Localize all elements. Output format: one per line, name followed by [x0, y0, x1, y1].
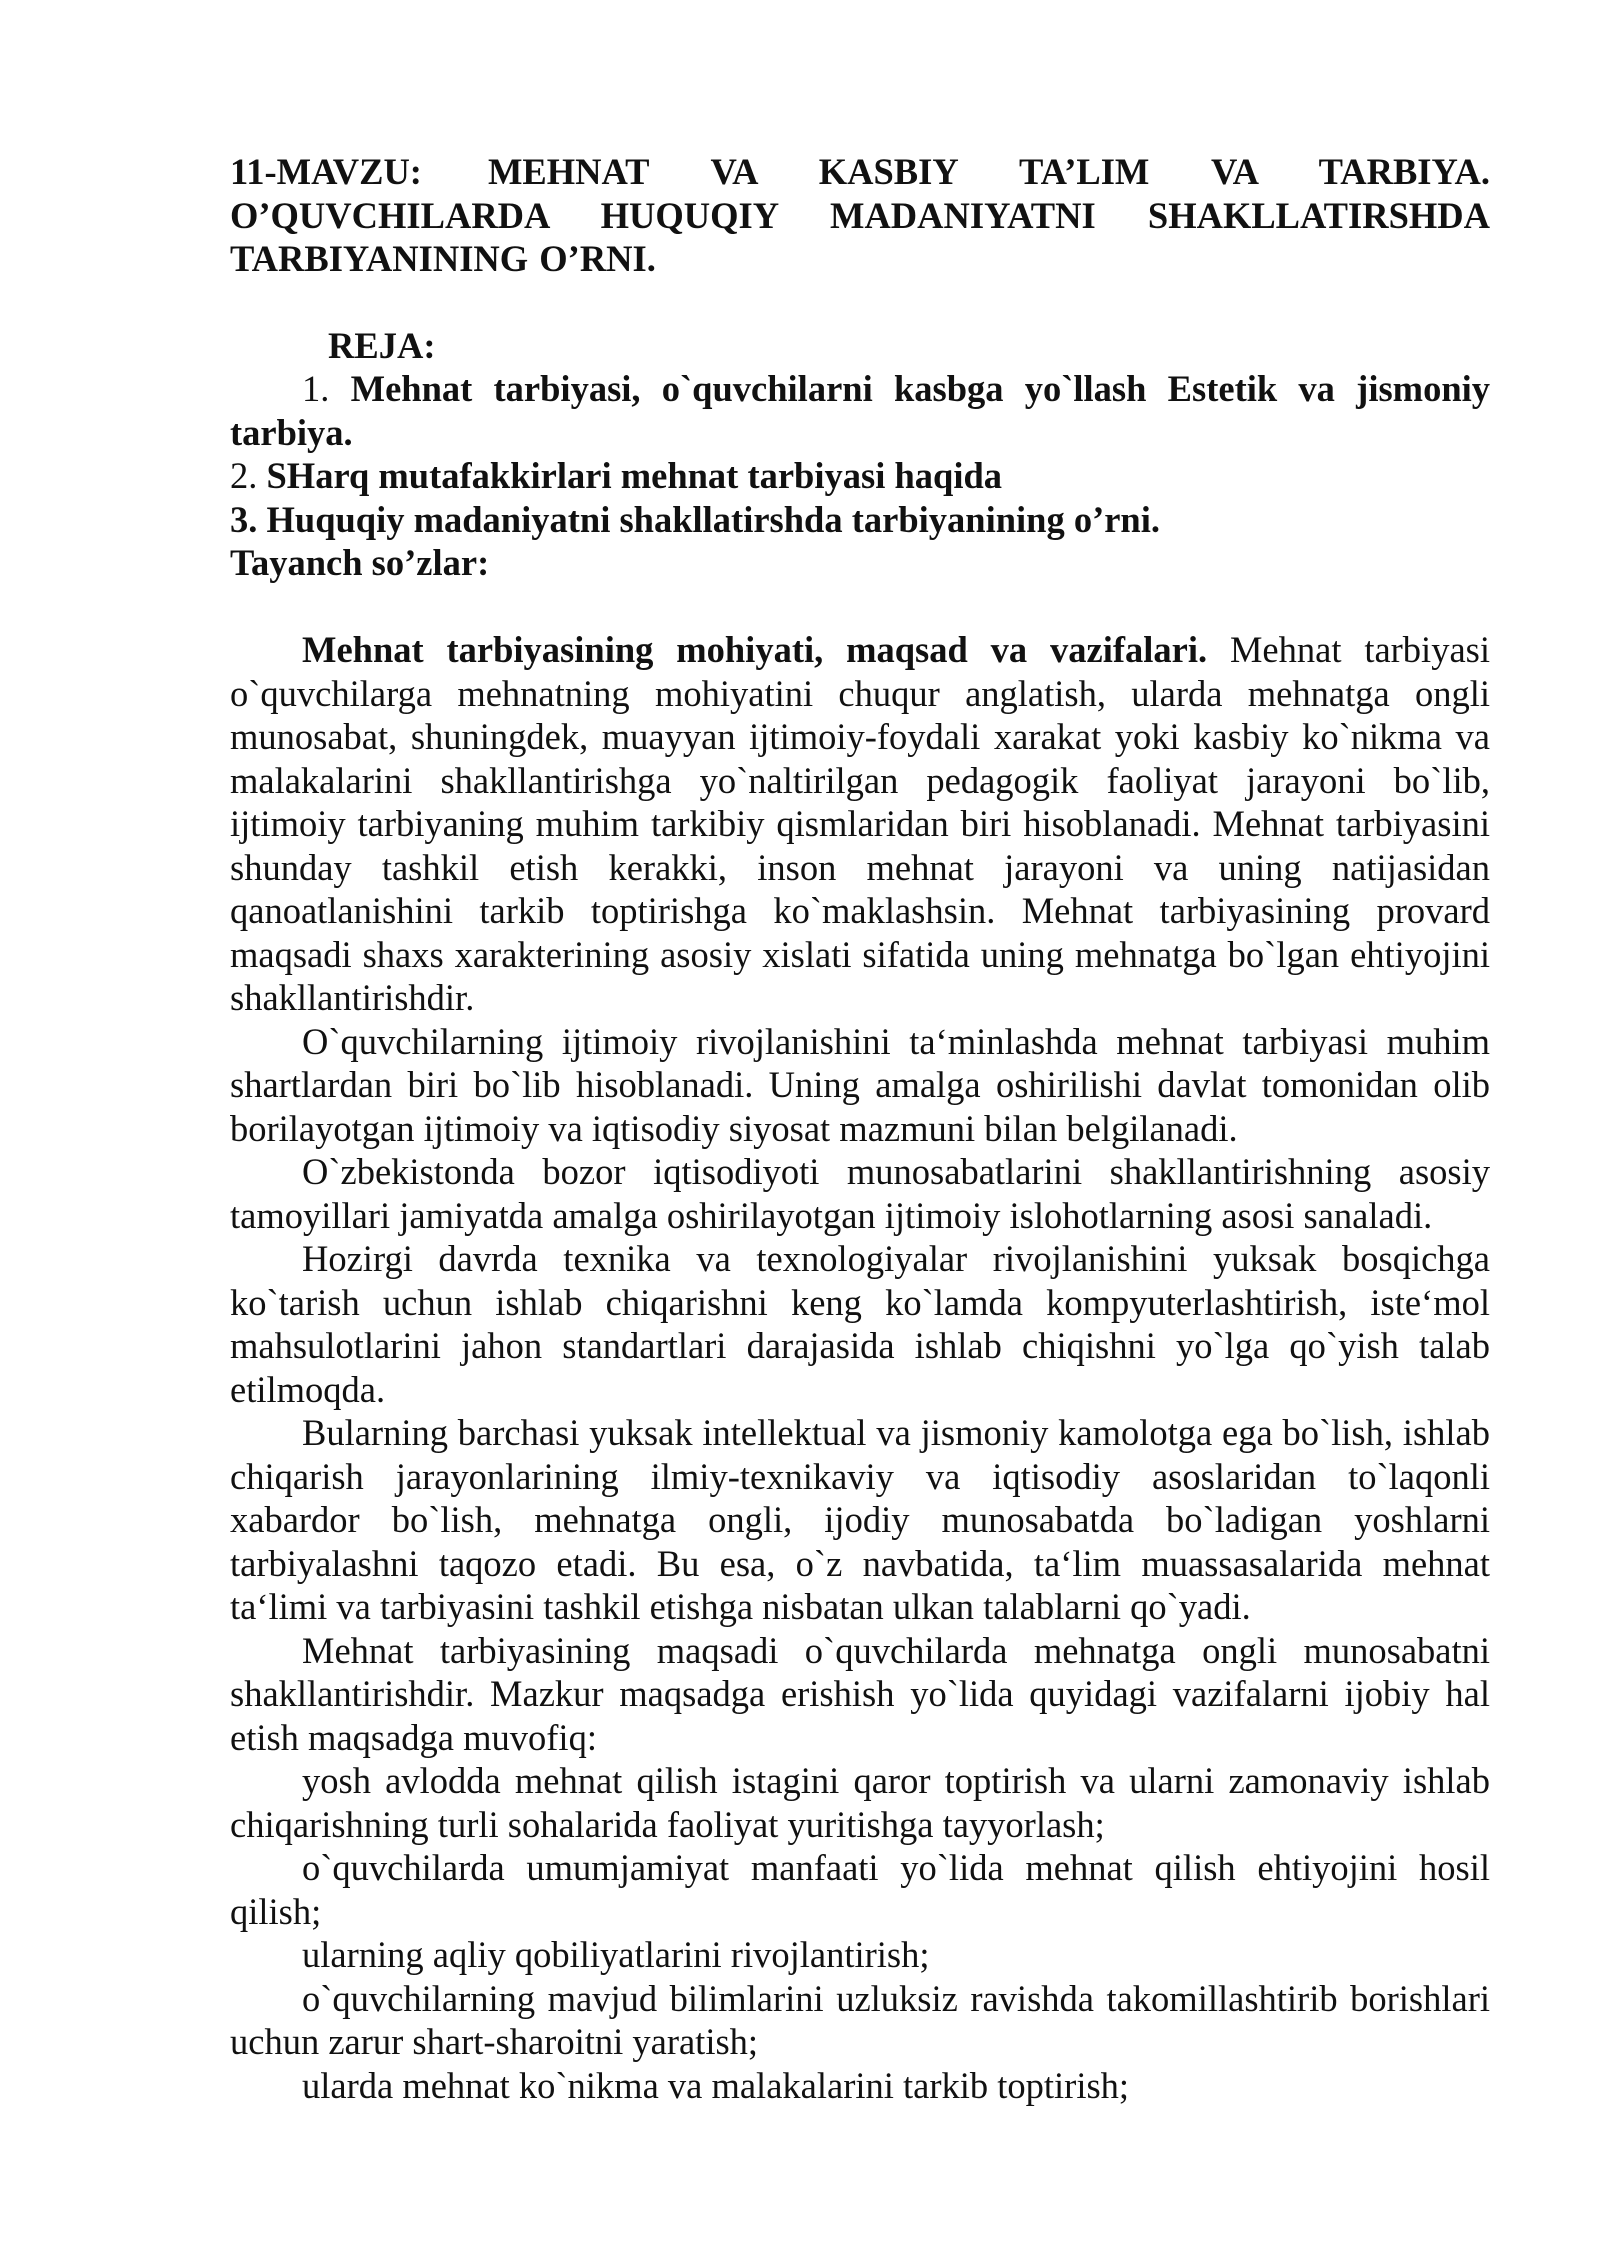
- task-item-2: o`quvchilarda umumjamiyat manfaati yo`lida mehnat qilish ehtiyojini hosil qilish;: [230, 1847, 1490, 1932]
- plan-item-2-text: SHarq mutafakkirlari mehnat tarbiyasi haqida: [266, 455, 1003, 496]
- paragraph-1: [230, 628, 1490, 1020]
- paragraph-6: Mehnat tarbiyasining maqsadi o`quvchilarda mehnatga ongli munosabatni shakllantirishdir. Mazkur maqsadga erishish yo`lida quyidagi vazifalarni ijobiy hal etish maqsadga muvofiq:: [230, 1629, 1490, 1758]
- blank-line: [230, 585, 1490, 629]
- plan-item-1-number: 1.: [302, 368, 330, 409]
- title-prefix: 11-MAVZU:: [230, 151, 422, 192]
- document-body: [230, 150, 1490, 2107]
- plan-item-3-number: 3.: [230, 498, 258, 540]
- plan-item-1-text: Mehnat tarbiyasi, o`quvchilarni kasbga yo`llash Estetik va jismoniy tarbiya.: [230, 368, 1491, 453]
- paragraph-1-text: Mehnat tarbiyasi o`quvchilarga mehnatning mohiyatini chuqur anglatish, ularda mehnatga ongli munosabat, shuningdek, muayyan ijtimoiy-foydali xarakat yoki kasbiy ko`nikma va malakalarini shakllantirishga yo`naltirilgan pedagogik faoliyat jarayoni bo`lib, ijtimoiy tarbiyaning muhim tarkibiy qismlaridan biri hisoblanadi. Mehnat tarbiyasini shunday tashkil etish kerakki, inson mehnat jarayoni va uning natijasidan qanoatlanishini tarkib toptirishga ko`maklashsin. Mehnat tarbiyasining provard maqsadi shaxs xarakterining asosiy xislati sifatida uning mehnatga bo`lgan ehtiyojini shakllantirishdir.: [230, 629, 1490, 1018]
- paragraph-4: Hozirgi davrda texnika va texnologiyalar rivojlanishini yuksak bosqichga ko`tarish uchun ishlab chiqarishni keng ko`lamda kompyuterlashtirish, iste‘mol mahsulotlarini jahon standartlari darajasida ishlab chiqishni yo`lga qo`yish talab etilmoqda.: [230, 1238, 1490, 1410]
- keywords-label: Tayanch so’zlar:: [230, 542, 490, 583]
- plan-item-2: [230, 454, 1490, 498]
- task-item-5: ularda mehnat ko`nikma va malakalarini tarkib toptirish;: [302, 2064, 1130, 2106]
- section-heading: Mehnat tarbiyasining mohiyati, maqsad va vazifalari.: [302, 629, 1208, 670]
- plan-item-2-number: 2.: [230, 455, 258, 496]
- title-text: MEHNAT VA KASBIY TA’LIM VA TARBIYA. O’QUVCHILARDA HUQUQIY MADANIYATNI SHAKLLATIRSHDA TARBIYANINING O’RNI.: [230, 151, 1490, 279]
- task-item-3: ularning aqliy qobiliyatlarini rivojlantirish;: [302, 1934, 930, 1975]
- task-item-1: yosh avlodda mehnat qilish istagini qaror toptirish va ularni zamonaviy ishlab chiqarishning turli sohalarida faoliyat yuritishga tayyorlash;: [230, 1760, 1490, 1845]
- task-item-4: o`quvchilarning mavjud bilimlarini uzluksiz ravishda takomillashtirib borishlari uchun zarur shart-sharoitni yaratish;: [230, 1977, 1490, 2062]
- plan-item-3: [230, 498, 1490, 542]
- document-title: [230, 150, 1490, 281]
- plan-item-3-text: Huquqiy madaniyatni shakllatirshda tarbiyanining o’rni.: [266, 498, 1161, 540]
- plan-heading: REJA:: [328, 324, 436, 366]
- paragraph-3: O`zbekistonda bozor iqtisodiyoti munosabatlarini shakllantirishning asosiy tamoyillari jamiyatda amalga oshirilayotgan ijtimoiy islohotlarning asosi sanaladi.: [230, 1151, 1490, 1236]
- paragraph-2: O`quvchilarning ijtimoiy rivojlanishini ta‘minlashda mehnat tarbiyasi muhim shartlardan biri bo`lib hisoblanadi. Uning amalga oshirilishi davlat tomonidan olib borilayotgan ijtimoiy va iqtisodiy siyosat mazmuni bilan belgilanadi.: [230, 1020, 1490, 1149]
- paragraph-5: Bularning barchasi yuksak intellektual va jismoniy kamolotga ega bo`lish, ishlab chiqarish jarayonlarining ilmiy-texnikaviy va iqtisodiy asoslaridan to`laqonli xabardor bo`lish, mehnatga ongli, ijodiy munosabatda bo`ladigan yoshlarni tarbiyalashni taqozo etadi. Bu esa, o`z navbatida, ta‘lim muassasalarida mehnat ta‘limi va tarbiyasini tashkil etishga nisbatan ulkan talablarni qo`yadi.: [230, 1412, 1490, 1627]
- plan-item-1: [230, 367, 1490, 454]
